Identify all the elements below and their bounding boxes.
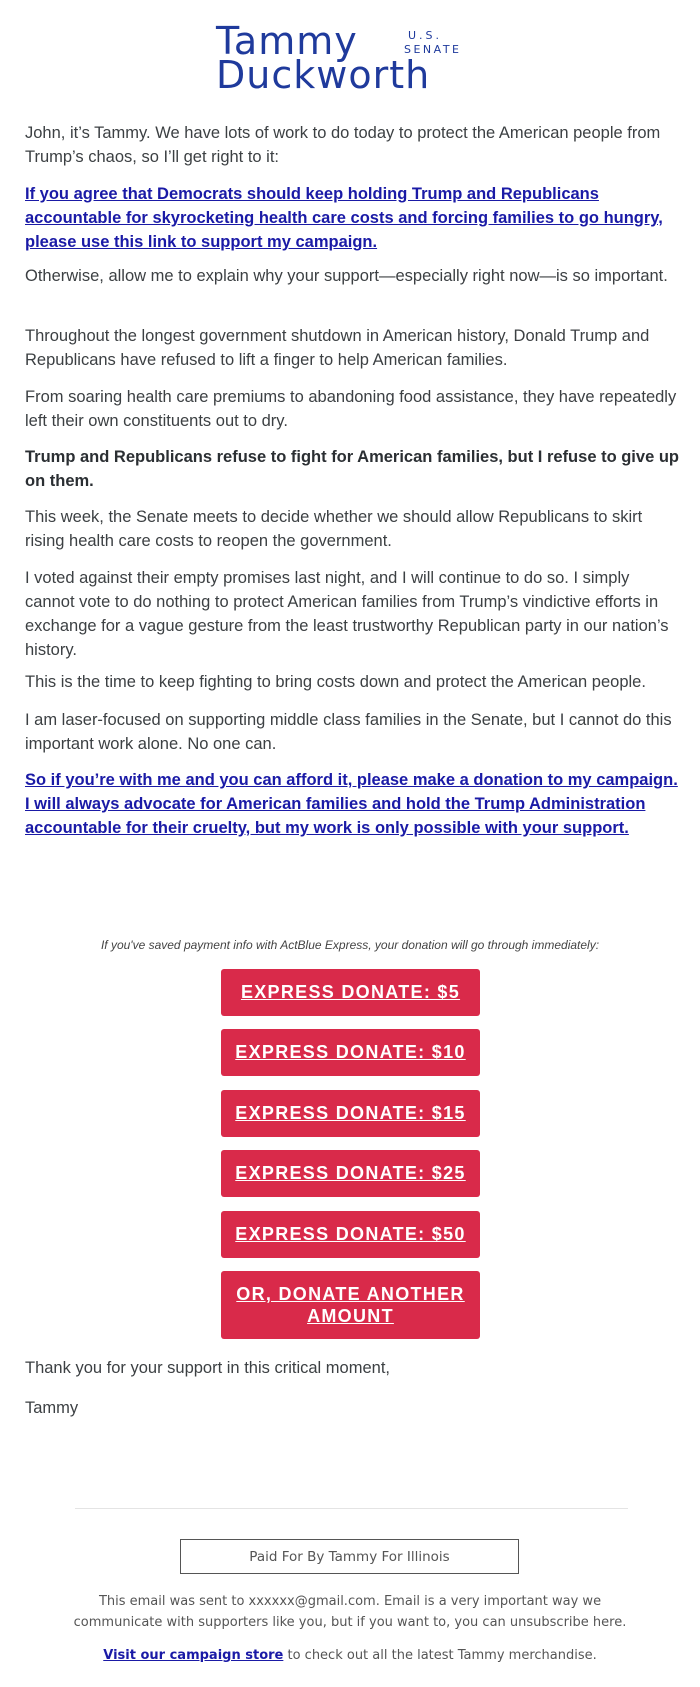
express-donate-15-button[interactable]: EXPRESS DONATE: $15 bbox=[221, 1090, 480, 1137]
support-campaign-link[interactable]: If you agree that Democrats should keep holding Trump and Republicans accountable for skyrocketing health care costs and forcing families to go hungry, please use this link to support my campaign. bbox=[25, 185, 663, 251]
campaign-store-text: to check out all the latest Tammy merchandise. bbox=[283, 1648, 597, 1663]
donation-link-paragraph bbox=[25, 768, 680, 840]
laser-paragraph: I am laser-focused on supporting middle class families in the Senate, but I cannot do this important work alone. No one can. bbox=[25, 711, 672, 753]
email-sent-notice: This email was sent to xxxxxx@gmail.com. Email is a very important way we communicate with supporters like you, but if you want to, you can unsubscribe here. bbox=[73, 1594, 627, 1630]
shutdown-paragraph: Throughout the longest government shutdown in American history, Donald Trump and Republicans have refused to lift a finger to help American families. bbox=[25, 327, 650, 369]
logo-us: U.S. bbox=[408, 29, 443, 42]
express-donate-10-button[interactable]: EXPRESS DONATE: $10 bbox=[221, 1029, 480, 1076]
campaign-logo bbox=[216, 19, 486, 97]
bold-paragraph: Trump and Republicans refuse to fight for American families, but I refuse to give up on them. bbox=[25, 448, 679, 490]
express-donate-5-button[interactable]: EXPRESS DONATE: $5 bbox=[221, 969, 480, 1016]
donation-link[interactable]: So if you’re with me and you can afford it, please make a donation to my campaign. I will always advocate for American families and hold the Trump Administration accountable for their cruelty, but my work is only possible with your support. bbox=[25, 771, 678, 837]
paid-for-box: Paid For By Tammy For Illinois bbox=[180, 1539, 519, 1574]
donate-another-amount-button[interactable]: OR, DONATE ANOTHER AMOUNT bbox=[221, 1271, 480, 1339]
signoff: Tammy bbox=[25, 1399, 79, 1417]
express-note: If you've saved payment info with ActBlue Express, your donation will go through immediately: bbox=[100, 938, 600, 952]
express-donate-25-button[interactable]: EXPRESS DONATE: $25 bbox=[221, 1150, 480, 1197]
footer-divider bbox=[75, 1508, 628, 1509]
logo-first-name: Tammy bbox=[216, 19, 358, 63]
support-link-paragraph bbox=[25, 182, 680, 254]
logo-last-name: Duckworth bbox=[216, 53, 431, 97]
campaign-store-line bbox=[0, 1648, 700, 1663]
premiums-paragraph: From soaring health care premiums to abandoning food assistance, they have repeatedly left their own constituents out to dry. bbox=[25, 388, 677, 430]
thanks-paragraph: Thank you for your support in this critical moment, bbox=[25, 1359, 390, 1377]
time-paragraph: This is the time to keep fighting to bring costs down and protect the American people. bbox=[25, 673, 646, 691]
voted-paragraph: I voted against their empty promises last night, and I will continue to do so. I simply cannot vote to do nothing to protect American families from Trump’s vindictive efforts in exchange for a vague gesture from the least trustworthy Republican party in our nation’s history. bbox=[25, 569, 669, 659]
intro-paragraph: John, it’s Tammy. We have lots of work to do today to protect the American people from Trump’s chaos, so I’ll get right to it: bbox=[25, 124, 661, 166]
logo-senate: SENATE bbox=[404, 43, 462, 56]
campaign-store-link[interactable]: Visit our campaign store bbox=[103, 1648, 284, 1663]
otherwise-paragraph: Otherwise, allow me to explain why your support—especially right now—is so important. bbox=[25, 267, 668, 285]
senate-paragraph: This week, the Senate meets to decide whether we should allow Republicans to skirt rising health care costs to reopen the government. bbox=[25, 508, 643, 550]
express-donate-50-button[interactable]: EXPRESS DONATE: $50 bbox=[221, 1211, 480, 1258]
